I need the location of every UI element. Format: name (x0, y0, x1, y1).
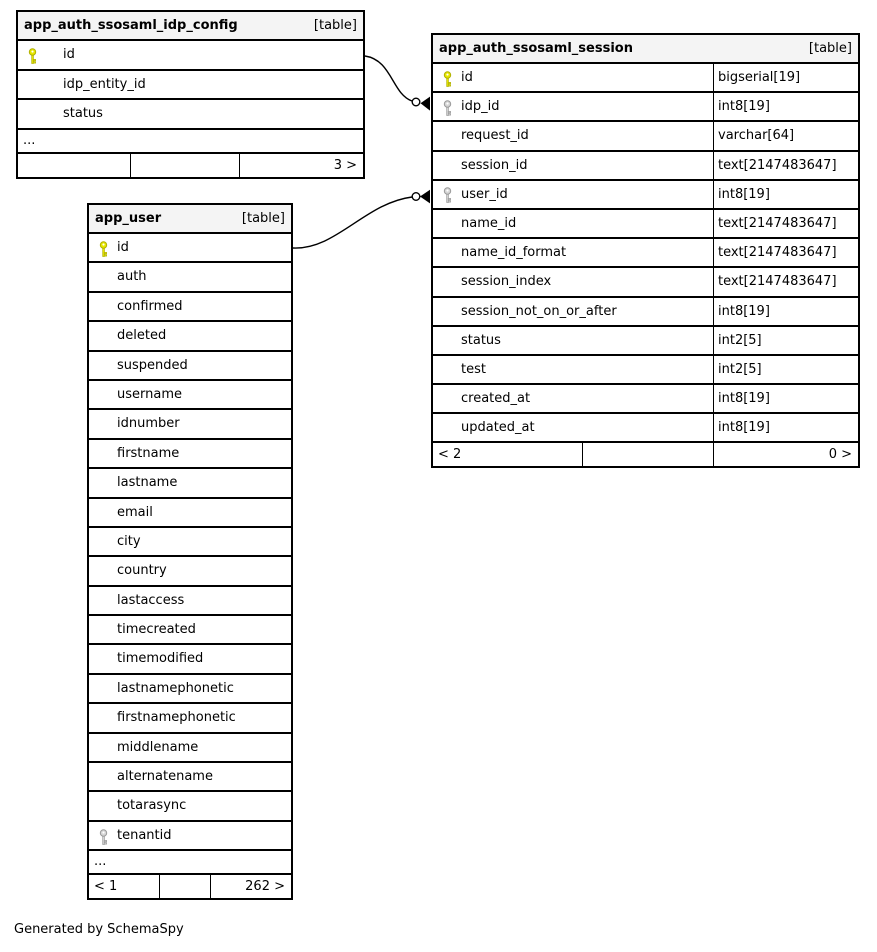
column-name: alternatename (117, 769, 213, 785)
column-row (89, 234, 291, 263)
column-name: timemodified (117, 651, 204, 667)
column-type: int2[5] (713, 356, 858, 383)
column-type: int8[19] (713, 385, 858, 412)
column-row (433, 210, 858, 239)
column-name: timecreated (117, 622, 196, 638)
column-name: session_index (461, 274, 552, 290)
column-rows (18, 41, 363, 130)
column-type: int8[19] (713, 93, 858, 120)
table-footer (433, 443, 858, 466)
column-row (89, 734, 291, 763)
column-row (89, 263, 291, 292)
column-type: text[2147483647] (713, 239, 858, 266)
column-row (89, 704, 291, 733)
footer-middle-cell (582, 443, 713, 466)
column-name: suspended (117, 357, 188, 373)
more-columns-ellipsis: ... (89, 851, 291, 875)
column-name: id (63, 47, 75, 62)
column-name: idp_id (461, 99, 500, 115)
column-type: text[2147483647] (713, 268, 858, 295)
table-app-auth-ssosaml-idp-config[interactable] (16, 10, 365, 179)
column-row (433, 356, 858, 385)
column-row (89, 469, 291, 498)
table-header[interactable] (433, 35, 858, 64)
column-row (433, 327, 858, 356)
column-row (433, 152, 858, 181)
column-name: auth (117, 269, 147, 285)
column-name: middlename (117, 739, 199, 755)
table-footer (18, 154, 363, 177)
primary-key-icon (98, 240, 109, 256)
footer-children-cell: 0 > (713, 443, 858, 466)
column-type: varchar[64] (713, 122, 858, 149)
table-type-tag: [table] (808, 41, 852, 56)
column-name: session_not_on_or_after (461, 303, 617, 319)
column-row (433, 298, 858, 327)
column-name: name_id_format (461, 245, 567, 261)
table-title[interactable]: app_user (95, 211, 162, 226)
column-name: city (117, 533, 141, 549)
footer-middle-cell (130, 154, 239, 177)
column-row (89, 792, 291, 821)
column-name: tenantid (117, 827, 172, 843)
column-row (433, 64, 858, 93)
table-app-auth-ssosaml-session[interactable] (431, 33, 860, 468)
column-name: session_id (461, 157, 528, 173)
primary-key-icon (27, 47, 38, 63)
table-footer (89, 875, 291, 898)
footer-parents-cell (18, 154, 130, 177)
column-name: firstname (117, 445, 180, 461)
table-title[interactable]: app_auth_ssosaml_session (439, 41, 633, 56)
column-row (18, 71, 363, 101)
schemaspy-credit: Generated by SchemaSpy (14, 922, 184, 937)
column-row (89, 763, 291, 792)
column-name: idnumber (117, 416, 180, 432)
column-row (18, 41, 363, 71)
foreign-key-icon (442, 99, 453, 115)
column-row (433, 414, 858, 443)
column-row (89, 293, 291, 322)
column-name: totarasync (117, 798, 187, 814)
column-name: status (461, 332, 501, 348)
table-header[interactable] (18, 12, 363, 41)
fk-connector-user-to-session (293, 190, 430, 248)
column-name: test (461, 361, 486, 377)
column-row (89, 675, 291, 704)
column-name: user_id (461, 186, 508, 202)
column-name: name_id (461, 215, 517, 231)
column-type: text[2147483647] (713, 152, 858, 179)
table-header[interactable] (89, 205, 291, 234)
column-name: country (117, 563, 167, 579)
column-name: lastaccess (117, 592, 185, 608)
column-row (89, 352, 291, 381)
open-dot (412, 193, 420, 201)
column-row (433, 181, 858, 210)
column-name: created_at (461, 391, 531, 407)
column-type: text[2147483647] (713, 210, 858, 237)
column-row (433, 93, 858, 122)
column-row (433, 268, 858, 297)
column-row (89, 528, 291, 557)
open-dot (412, 98, 420, 106)
table-app-user[interactable] (87, 203, 293, 900)
column-row (89, 499, 291, 528)
column-row (433, 239, 858, 268)
column-row (89, 616, 291, 645)
column-name: deleted (117, 328, 167, 344)
column-name: username (117, 386, 182, 402)
column-name: email (117, 504, 153, 520)
column-type: bigserial[19] (713, 64, 858, 91)
table-type-tag: [table] (313, 18, 357, 33)
more-columns-ellipsis: ... (18, 130, 363, 154)
column-row (433, 122, 858, 151)
footer-children-cell: 262 > (210, 875, 291, 898)
column-row (89, 322, 291, 351)
table-type-tag: [table] (241, 211, 285, 226)
column-name: lastname (117, 475, 178, 491)
column-type: int8[19] (713, 181, 858, 208)
column-name: lastnamephonetic (117, 680, 234, 696)
column-rows (89, 234, 291, 851)
crow-arrowhead (421, 97, 431, 111)
column-row (433, 385, 858, 414)
column-row (89, 822, 291, 851)
column-name: request_id (461, 128, 529, 144)
column-type: int2[5] (713, 327, 858, 354)
column-type: int8[19] (713, 298, 858, 325)
footer-children-cell: 3 > (239, 154, 363, 177)
column-name: id (117, 240, 129, 255)
column-row (89, 440, 291, 469)
foreign-key-icon (442, 186, 453, 202)
column-row (89, 381, 291, 410)
table-title[interactable]: app_auth_ssosaml_idp_config (24, 18, 238, 33)
column-row (89, 587, 291, 616)
crow-arrowhead (420, 190, 430, 204)
footer-parents-cell: < 2 (438, 447, 462, 463)
column-row (89, 645, 291, 674)
column-name: confirmed (117, 298, 183, 314)
column-row (89, 557, 291, 586)
column-name: firstnamephonetic (117, 710, 236, 726)
column-row (89, 410, 291, 439)
fk-connector-idpconfig-to-session (365, 56, 430, 111)
footer-parents-cell: < 1 (94, 879, 118, 895)
column-name: idp_entity_id (63, 76, 146, 92)
column-name: status (63, 106, 103, 121)
column-type: int8[19] (713, 414, 858, 441)
column-name: id (461, 70, 473, 85)
column-row (18, 100, 363, 130)
foreign-key-icon (98, 828, 109, 844)
column-name: updated_at (461, 420, 535, 436)
column-rows (433, 64, 858, 443)
footer-middle-cell (159, 875, 210, 898)
primary-key-icon (442, 70, 453, 86)
